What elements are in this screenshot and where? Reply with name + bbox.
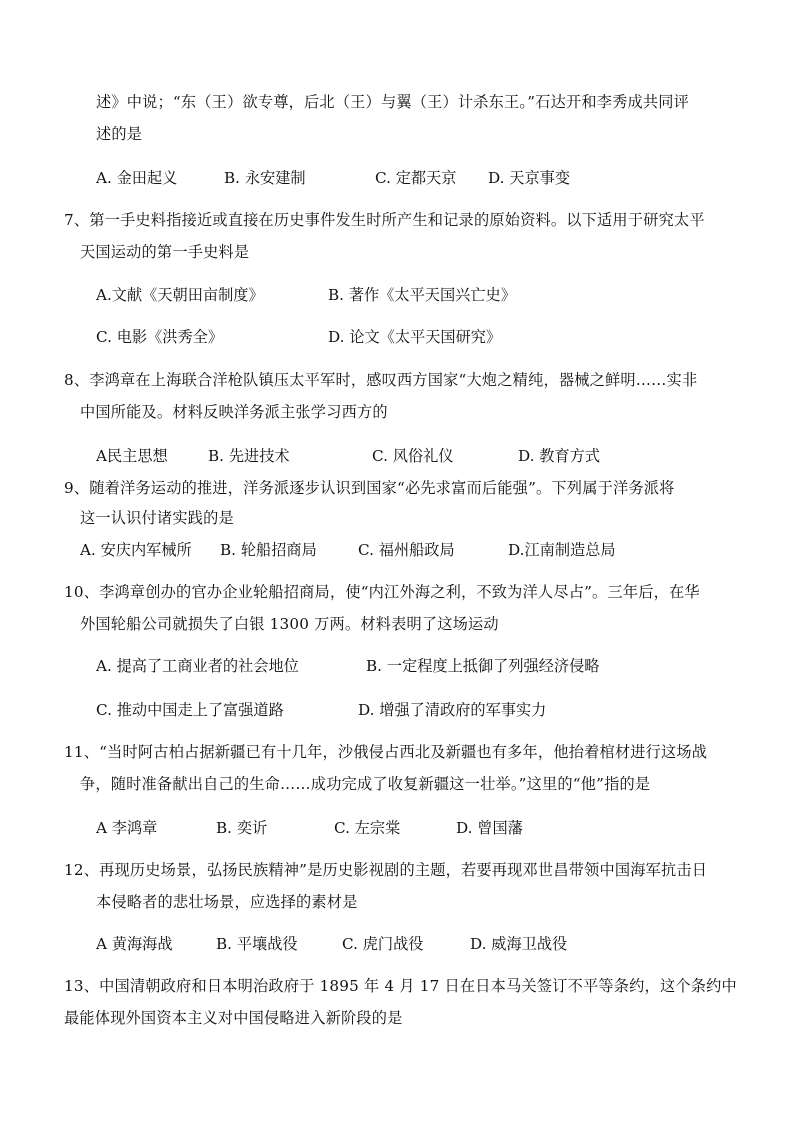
q13-stem-line2: 最能体现外国资本主义对中国侵略进入新阶段的是: [64, 1009, 403, 1027]
q6-stem-line1: 述》中说；“东（王）欲专尊，后北（王）与翼（王）计杀东王。”石达开和李秀成共同评: [96, 93, 690, 111]
q11-stem-line1: 11、“当时阿古柏占据新疆已有十几年，沙俄侵占西北及新疆也有多年，他抬着棺材进行这场战: [64, 743, 708, 761]
q12-option-d[interactable]: D. 威海卫战役: [470, 935, 568, 953]
q12-option-b[interactable]: B. 平壤战役: [216, 935, 298, 953]
q8-option-a[interactable]: A民主思想: [96, 447, 168, 465]
q12-stem-line2: 本侵略者的悲壮场景，应选择的素材是: [96, 893, 358, 911]
q7-stem-line2: 天国运动的第一手史料是: [80, 243, 250, 261]
q9-stem-line1: 9、随着洋务运动的推进，洋务派逐步认识到国家“必先求富而后能强”。下列属于洋务派将: [64, 479, 675, 497]
q10-option-b[interactable]: B. 一定程度上抵御了列强经济侵略: [366, 657, 600, 675]
q11-option-d[interactable]: D. 曾国藩: [456, 819, 523, 837]
q8-option-d[interactable]: D. 教育方式: [518, 447, 601, 465]
q8-option-b[interactable]: B. 先进技术: [208, 447, 290, 465]
q12-option-c[interactable]: C. 虎门战役: [342, 935, 424, 953]
q11-stem-line2: 争，随时准备献出自己的生命……成功完成了收复新疆这一壮举。”这里的“他”指的是: [80, 775, 651, 793]
q13-stem-line1: 13、中国清朝政府和日本明治政府于 1895 年 4 月 17 日在日本马关签订不平等条约，这个条约中: [64, 977, 737, 995]
q10-option-c[interactable]: C. 推动中国走上了富强道路: [96, 701, 284, 719]
q7-stem-line1: 7、第一手史料指接近或直接在历史事件发生时所产生和记录的原始资料。以下适用于研究太平: [64, 211, 705, 229]
q11-option-a[interactable]: A 李鸿章: [96, 819, 158, 837]
q10-stem-line2: 外国轮船公司就损失了白银 1300 万两。材料表明了这场运动: [80, 615, 499, 633]
q9-option-d[interactable]: D.江南制造总局: [508, 541, 616, 559]
q7-option-d[interactable]: D. 论文《太平天国研究》: [328, 328, 502, 346]
q9-option-b[interactable]: B. 轮船招商局: [220, 541, 317, 559]
q8-option-c[interactable]: C. 风俗礼仪: [372, 447, 454, 465]
q12-option-a[interactable]: A 黄海海战: [96, 935, 173, 953]
q10-option-d[interactable]: D. 增强了清政府的军事实力: [358, 701, 547, 719]
q11-option-c[interactable]: C. 左宗棠: [334, 819, 401, 837]
q8-stem-line2: 中国所能及。材料反映洋务派主张学习西方的: [80, 403, 388, 421]
q11-option-b[interactable]: B. 奕䜣: [216, 819, 268, 837]
q6-stem-line2: 述的是: [96, 125, 143, 143]
q7-option-b[interactable]: B. 著作《太平天国兴亡史》: [328, 286, 516, 304]
q6-option-a[interactable]: A. 金田起义: [96, 169, 178, 187]
q9-option-c[interactable]: C. 福州船政局: [358, 541, 455, 559]
q10-option-a[interactable]: A. 提高了工商业者的社会地位: [96, 657, 299, 675]
q10-stem-line1: 10、李鸿章创办的官办企业轮船招商局，使“内江外海之利，不致为洋人尽占”。三年后，在华: [64, 583, 700, 601]
q6-option-c[interactable]: C. 定都天京: [375, 169, 457, 187]
q6-option-d[interactable]: D. 天京事变: [488, 169, 571, 187]
q12-stem-line1: 12、再现历史场景，弘扬民族精神”是历史影视剧的主题，若要再现邓世昌带领中国海军抗击日: [64, 861, 708, 879]
q9-stem-line2: 这一认识付诸实践的是: [80, 509, 234, 527]
q8-stem-line1: 8、李鸿章在上海联合洋枪队镇压太平军时，感叹西方国家“大炮之精纯，器械之鲜明……实非: [64, 371, 698, 389]
q9-option-a[interactable]: A. 安庆内军械所: [80, 541, 192, 559]
q7-option-a[interactable]: A.文献《天朝田亩制度》: [96, 286, 264, 304]
q6-option-b[interactable]: B. 永安建制: [224, 169, 306, 187]
q7-option-c[interactable]: C. 电影《洪秀全》: [96, 328, 224, 346]
